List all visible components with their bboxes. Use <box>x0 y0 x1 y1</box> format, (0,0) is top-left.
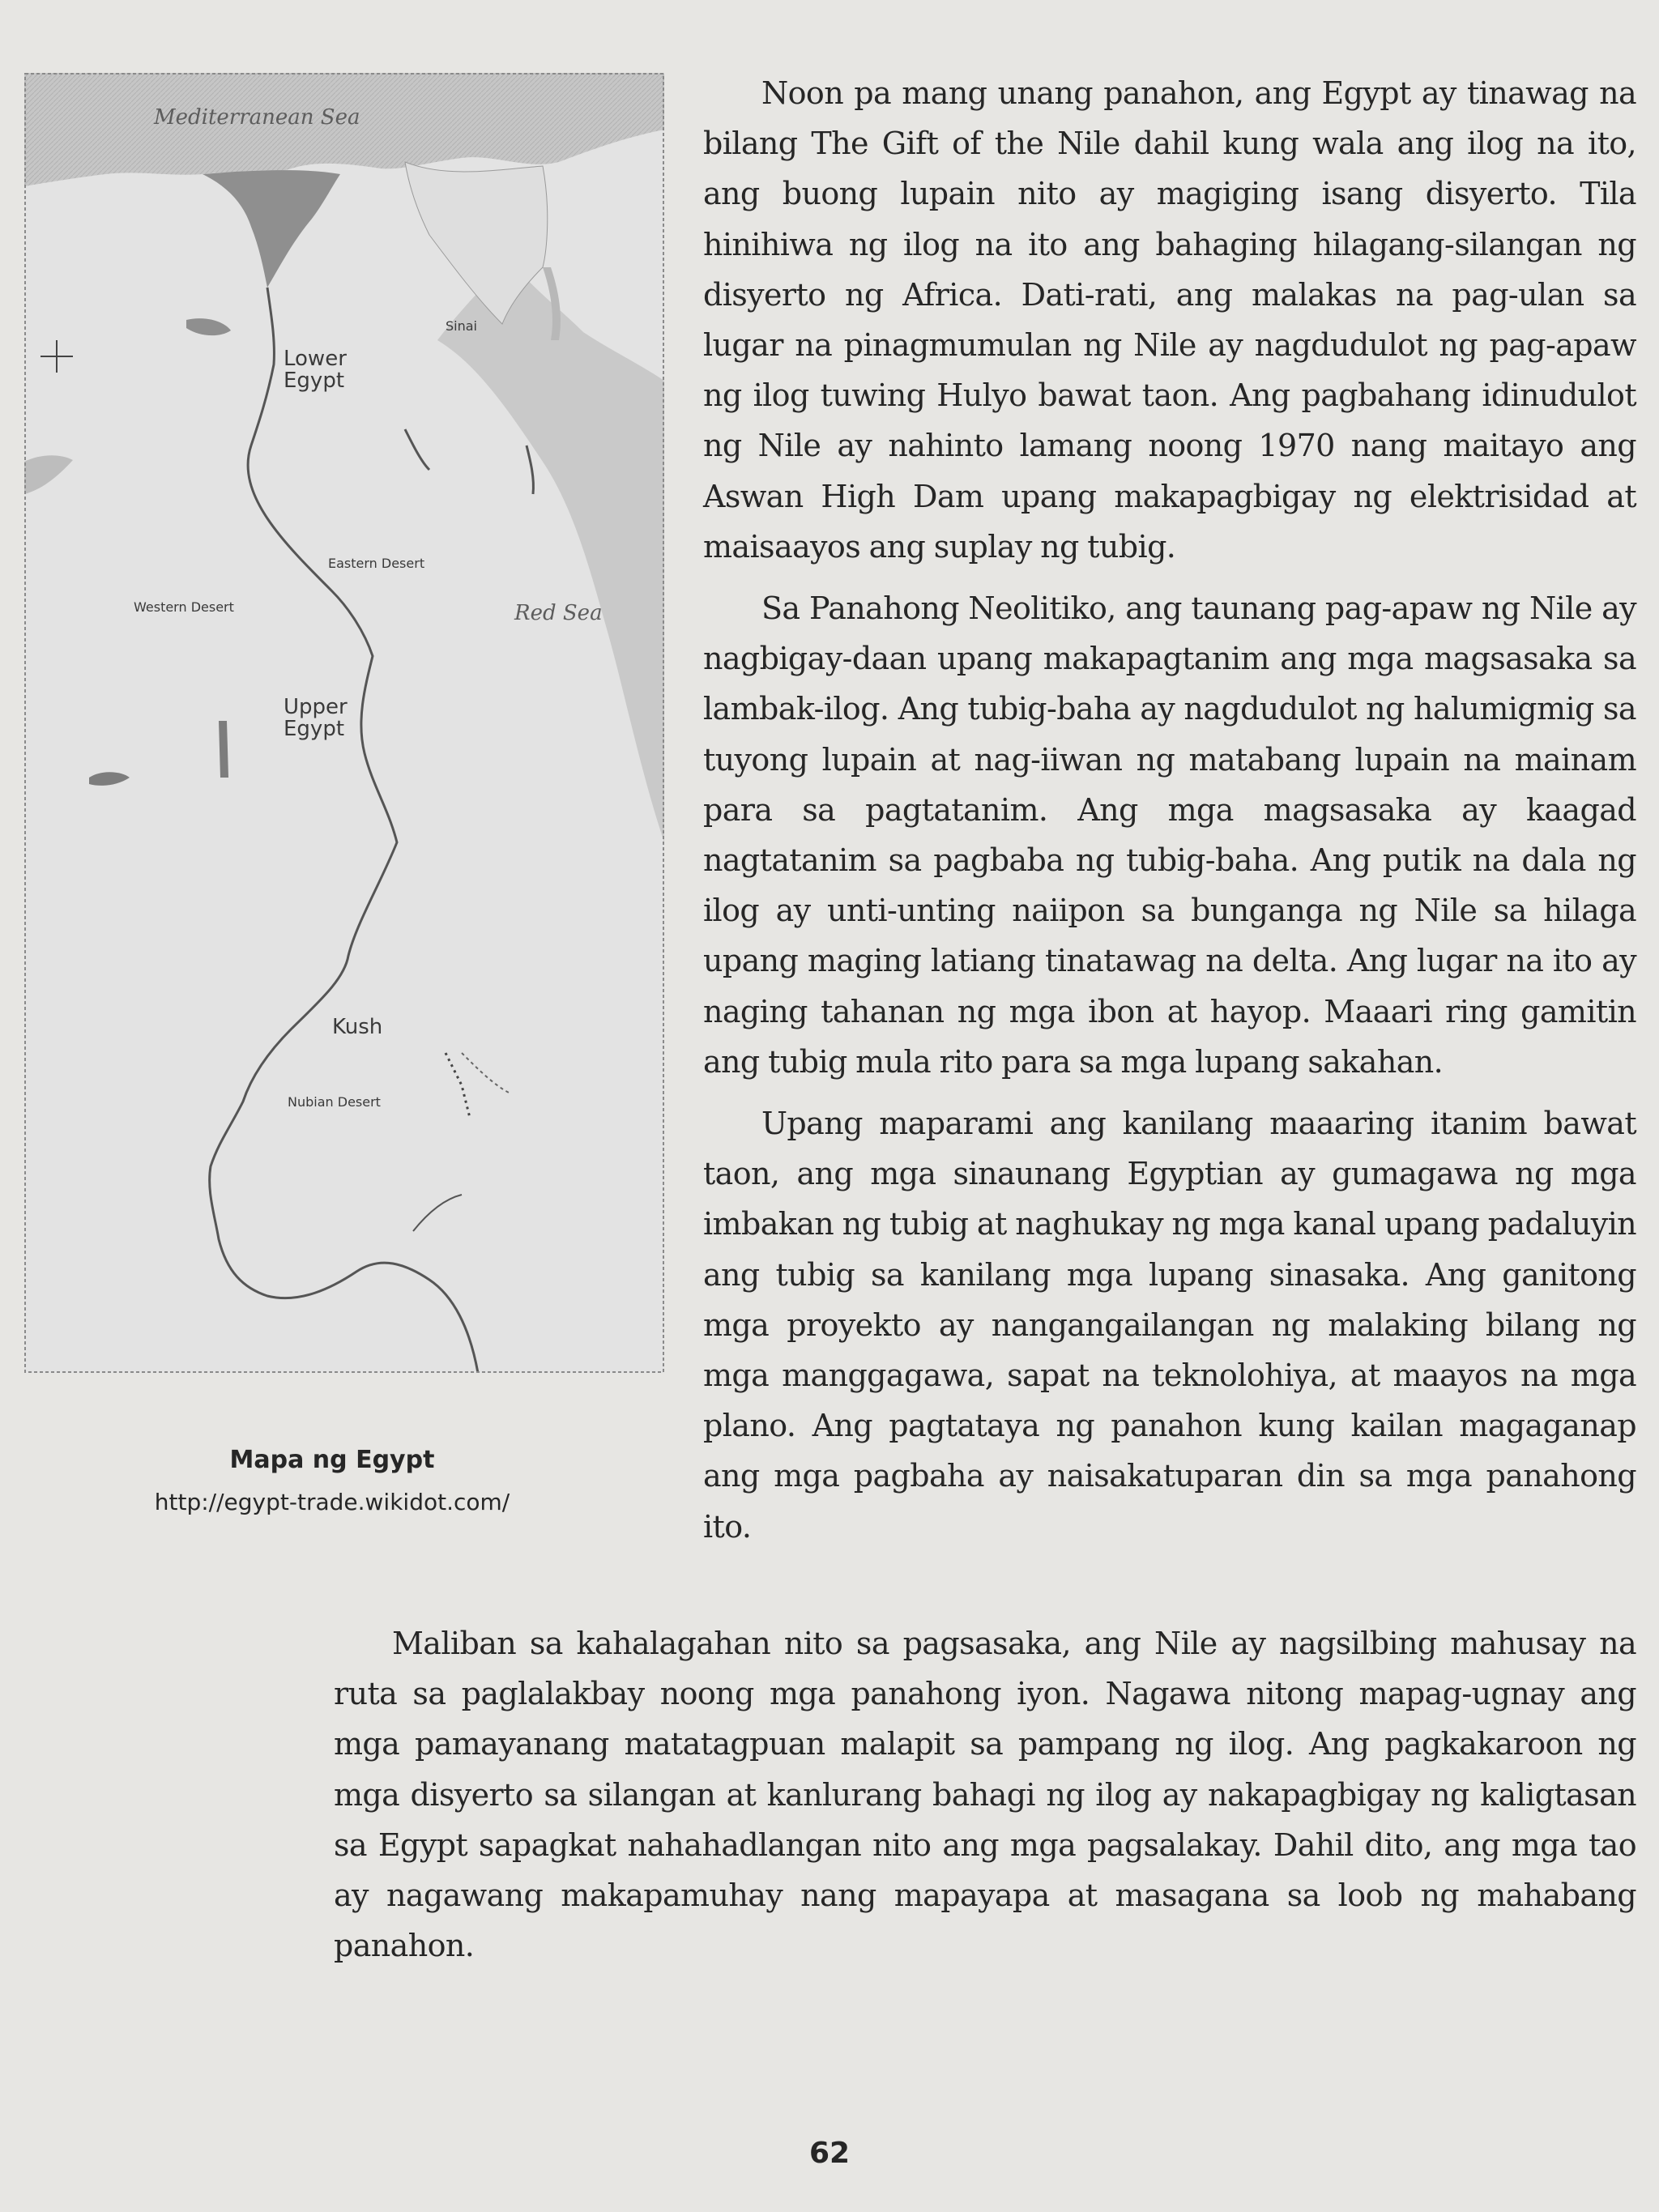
label-sinai: Sinai <box>446 318 477 334</box>
oasis-kharga <box>219 721 228 778</box>
label-lower-egypt: Lower Egypt <box>284 347 347 394</box>
map-figure <box>24 73 664 1373</box>
map-caption-source: http://egypt-trade.wikidot.com/ <box>154 1489 510 1515</box>
page-number: 62 <box>808 2137 851 2170</box>
label-eastern-desert: Eastern Desert <box>328 556 425 571</box>
paragraph: Maliban sa kahalagahan nito sa pagsasaka, ang Nile ay nagsilbing mahusay na ruta sa paglalakbay noong mga panahong iyon. Nagawa nitong mapag-ugnay ang mga pamayanang matatagpuan malapit sa pampang ng ilog. Ang pagkakaroon ng mga disyerto sa silangan at kanlurang bahagi ng ilog ay nakapagbigay ng kaligtasan sa Egypt sapagkat nahahadlangan nito ang mga pagsalakay. Dahil dito, ang mga tao ay nagawang makapamuhay nang mapayapa at masagana sa loob ng mahabang panahon. <box>334 1626 1636 1964</box>
label-kush: Kush <box>332 1015 383 1039</box>
label-nubian-desert: Nubian Desert <box>288 1094 381 1110</box>
paragraph: Sa Panahong Neolitiko, ang taunang pag-apaw ng Nile ay nagbigay-daan upang makapagtanim ang mga magsasaka sa lambak-ilog. Ang tubig-baha ay nagdudulot ng halumigmig sa tuyong lupain at nag-iiwan ng matabang lupain na mainam para sa pagtatanim. Ang mga magsasaka ay kaagad nagtatanim sa pagbaba ng tubig-baha. Ang putik na dala ng ilog ay unti-unting naiipon sa bunganga ng Nile sa hilaga upang maging latiang tinatawag na delta. Ang lugar na ito ay naging tahanan ng mga ibon at hayop. Maaari ring gamitin ang tubig mula rito para sa mga lupang sakahan. <box>703 590 1636 1080</box>
right-column-text <box>703 68 1636 1563</box>
wide-text-block <box>334 1618 1636 1982</box>
label-upper-egypt: Upper Egypt <box>284 695 348 742</box>
map-caption-title: Mapa ng Egypt <box>229 1446 435 1474</box>
paragraph: Upang maparami ang kanilang maaaring itanim bawat taon, ang mga sinaunang Egyptian ay gumagawa ng mga imbakan ng tubig at naghukay ng mga kanal upang padaluyin ang tubig sa kanilang mga lupang sinasaka. Ang ganitong mga proyekto ay nangangailangan ng malaking bilang ng mga manggagawa, sapat na teknolohiya, at maayos na mga plano. Ang pagtataya ng panahon kung kailan magaganap ang mga pagbaha ay naisakatuparan din sa mga panahong ito. <box>703 1106 1636 1545</box>
label-red-sea: Red Sea <box>514 601 603 625</box>
paragraph: Noon pa mang unang panahon, ang Egypt ay tinawag na bilang The Gift of the Nile dahil kung wala ang ilog na ito, ang buong lupain nito ay magiging isang disyerto. Tila hinihiwa ng ilog na ito ang bahaging hilagang-silangan ng disyerto ng Africa. Dati-rati, ang malakas na pag-ulan sa lugar na pinagmumulan ng Nile ay nagdudulot ng pag-apaw ng ilog tuwing Hulyo bawat taon. Ang pagbahang idinudulot ng Nile ay nahinto lamang noong 1970 nang maitayo ang Aswan High Dam upang makapagbigay ng elektrisidad at maisaayos ang suplay ng tubig. <box>703 75 1636 565</box>
label-mediterranean-sea: Mediterranean Sea <box>154 105 360 130</box>
label-western-desert: Western Desert <box>134 599 234 615</box>
